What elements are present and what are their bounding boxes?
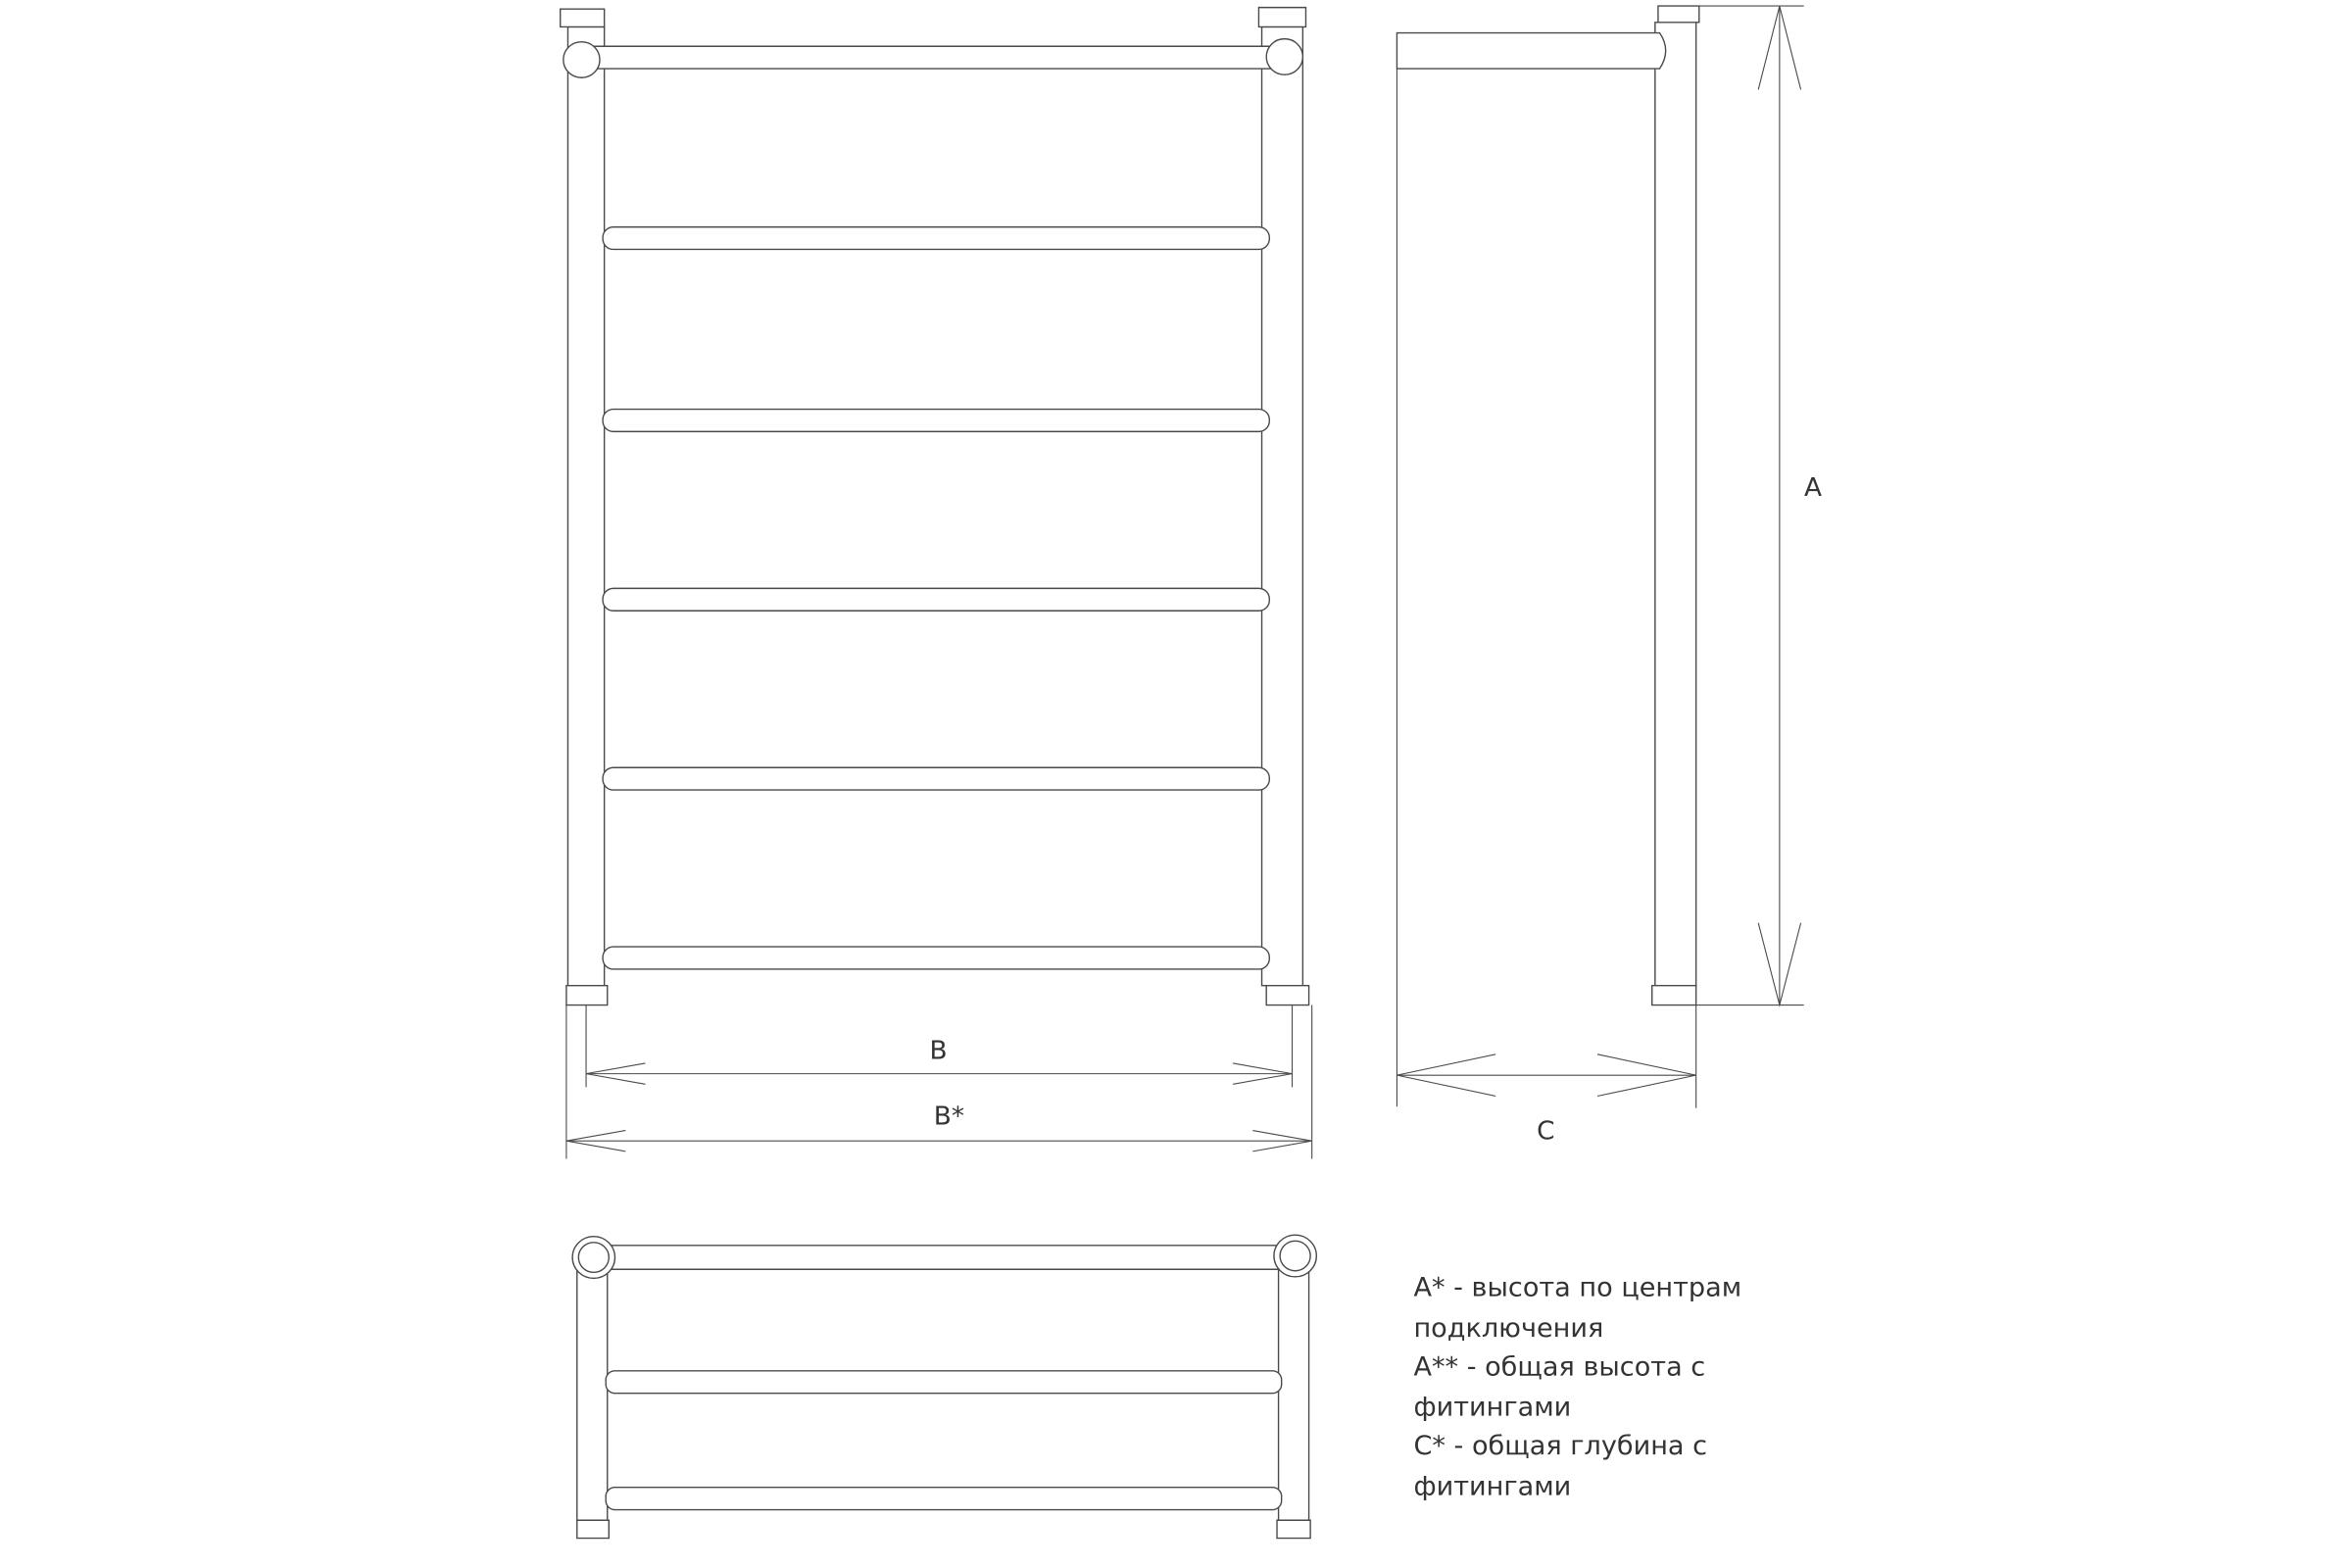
top-left-post — [577, 1269, 608, 1520]
front-left-bottom-cap — [566, 986, 608, 1005]
side-bottom-cap — [1652, 986, 1696, 1005]
legend-line: A* - высота по центрам — [1413, 1272, 1742, 1303]
side-view — [1396, 6, 1698, 1004]
front-rail-2 — [603, 227, 1269, 250]
front-right-bottom-cap — [1266, 986, 1308, 1005]
dimension-c — [1396, 69, 1695, 1147]
front-rail-3 — [603, 410, 1269, 432]
dimension-b-star — [566, 1005, 1312, 1159]
legend-line: фитингами — [1413, 1392, 1572, 1423]
front-view — [561, 8, 1309, 1005]
top-view-top-rail — [592, 1246, 1295, 1269]
top-view — [572, 1235, 1316, 1538]
front-left-connection-circle — [564, 42, 600, 78]
top-left-bottom-cap — [577, 1520, 610, 1538]
legend-line: C* - общая глубина с — [1413, 1431, 1708, 1462]
dimension-b-star-label: B* — [933, 1102, 964, 1132]
legend-line: фитингами — [1413, 1471, 1572, 1502]
front-rail-5 — [603, 767, 1269, 790]
top-right-connection-inner — [1280, 1241, 1310, 1270]
legend-line: подключения — [1413, 1313, 1604, 1344]
top-right-bottom-cap — [1277, 1520, 1310, 1538]
front-top-rail — [589, 46, 1275, 69]
top-view-rail-3 — [606, 1488, 1281, 1510]
dimension-c-label: C — [1537, 1116, 1555, 1147]
dimension-b-label: B — [929, 1036, 948, 1066]
top-view-rail-2 — [606, 1371, 1281, 1394]
top-left-connection-inner — [578, 1243, 609, 1272]
dimension-b — [586, 1005, 1292, 1088]
front-left-post — [567, 26, 604, 985]
legend — [1413, 1273, 1741, 1501]
dimension-a-label: A — [1803, 473, 1822, 503]
top-right-post — [1279, 1269, 1309, 1520]
dimension-a — [1696, 6, 1822, 1004]
front-left-top-cap — [561, 9, 605, 26]
front-rail-6 — [603, 947, 1269, 969]
side-top-bar — [1396, 33, 1665, 70]
side-post — [1655, 23, 1696, 986]
front-right-top-cap — [1258, 8, 1305, 27]
front-rail-4 — [603, 588, 1269, 611]
front-right-connection-circle — [1266, 39, 1302, 75]
side-top-cap — [1658, 6, 1699, 23]
legend-line: A** - общая высота с — [1413, 1351, 1706, 1383]
front-right-post — [1262, 26, 1303, 985]
